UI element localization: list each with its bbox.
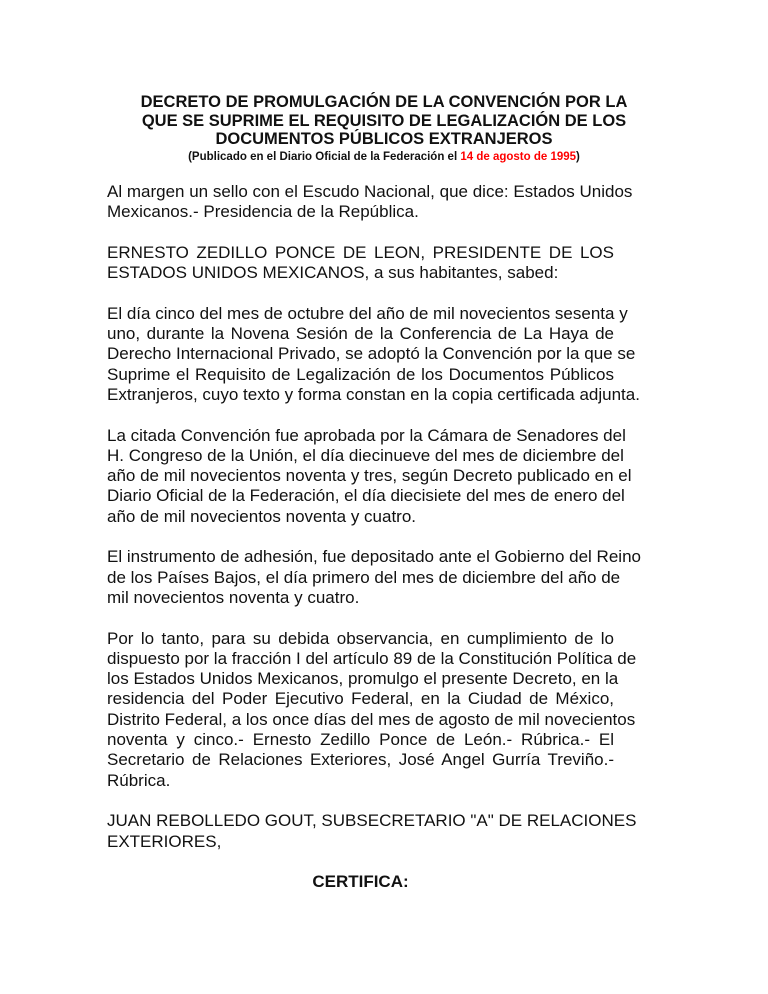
paragraph-line: los Estados Unidos Mexicanos, promulgo el presente Decreto, en la bbox=[107, 669, 619, 689]
document-title bbox=[100, 93, 668, 149]
paragraph-line: Suprime el Requisito de Legalización de los Documentos Públicos bbox=[107, 364, 614, 384]
paragraph-line: EXTERIORES, bbox=[107, 831, 222, 851]
paragraph-line: año de mil novecientos noventa y tres, según Decreto publicado en el bbox=[107, 466, 632, 486]
paragraph bbox=[107, 628, 637, 791]
publication-suffix: ) bbox=[576, 151, 580, 163]
paragraph bbox=[107, 182, 633, 223]
paragraph-line: El instrumento de adhesión, fue depositado ante el Gobierno del Reino bbox=[107, 547, 641, 567]
paragraph-line: Secretario de Relaciones Exteriores, José Angel Gurría Treviño.- bbox=[107, 750, 614, 770]
paragraph-line: Distrito Federal, a los once días del mes de agosto de mil novecientos bbox=[107, 709, 636, 729]
paragraph bbox=[107, 425, 632, 527]
paragraph-line: mil novecientos noventa y cuatro. bbox=[107, 587, 360, 607]
paragraph-line: Extranjeros, cuyo texto y forma constan en la copia certificada adjunta. bbox=[107, 384, 640, 404]
paragraph-line: dispuesto por la fracción I del artículo 89 de la Constitución Política de bbox=[107, 648, 637, 668]
paragraph-line: Rúbrica. bbox=[107, 770, 171, 790]
certifica-heading: CERTIFICA: bbox=[312, 872, 409, 892]
paragraph-line: Por lo tanto, para su debida observancia, en cumplimiento de lo bbox=[107, 628, 614, 648]
title-line: DECRETO DE PROMULGACIÓN DE LA CONVENCIÓN POR LA bbox=[140, 93, 628, 111]
paragraph bbox=[107, 811, 637, 852]
paragraph-line: Diario Oficial de la Federación, el día diecisiete del mes de enero del bbox=[107, 486, 625, 506]
paragraph bbox=[107, 547, 641, 608]
paragraph-line: H. Congreso de la Unión, el día diecinueve del mes de diciembre del bbox=[107, 445, 624, 465]
publication-note bbox=[100, 150, 668, 164]
paragraph-line: El día cinco del mes de octubre del año de mil novecientos sesenta y bbox=[107, 303, 628, 323]
publication-prefix: (Publicado en el Diario Oficial de la Federación el bbox=[188, 151, 461, 163]
paragraph bbox=[107, 243, 614, 284]
paragraph-line: Mexicanos.- Presidencia de la República. bbox=[107, 202, 419, 222]
document-body bbox=[107, 182, 641, 892]
paragraph-line: residencia del Poder Ejecutivo Federal, en la Ciudad de México, bbox=[107, 689, 614, 709]
paragraph-line: ESTADOS UNIDOS MEXICANOS, a sus habitantes, sabed: bbox=[107, 263, 559, 283]
paragraph-line: Derecho Internacional Privado, se adoptó la Convención por la que se bbox=[107, 344, 636, 364]
paragraph-line: noventa y cinco.- Ernesto Zedillo Ponce de León.- Rúbrica.- El bbox=[107, 730, 614, 750]
title-line: DOCUMENTOS PÚBLICOS EXTRANJEROS bbox=[215, 130, 553, 148]
paragraph-line: La citada Convención fue aprobada por la Cámara de Senadores del bbox=[107, 425, 626, 445]
publication-date: 14 de agosto de 1995 bbox=[460, 151, 577, 163]
paragraph bbox=[107, 303, 640, 405]
paragraph-line: uno, durante la Novena Sesión de la Conferencia de La Haya de bbox=[107, 324, 614, 344]
paragraph-line: ERNESTO ZEDILLO PONCE DE LEON, PRESIDENTE DE LOS bbox=[107, 242, 614, 262]
paragraph-line: JUAN REBOLLEDO GOUT, SUBSECRETARIO "A" DE RELACIONES bbox=[107, 811, 637, 831]
paragraph-line: de los Países Bajos, el día primero del mes de diciembre del año de bbox=[107, 567, 621, 587]
paragraph-line: Al margen un sello con el Escudo Nacional, que dice: Estados Unidos bbox=[107, 182, 633, 201]
paragraph-line: año de mil novecientos noventa y cuatro. bbox=[107, 506, 417, 526]
title-line: QUE SE SUPRIME EL REQUISITO DE LEGALIZACIÓN DE LOS bbox=[141, 111, 627, 130]
